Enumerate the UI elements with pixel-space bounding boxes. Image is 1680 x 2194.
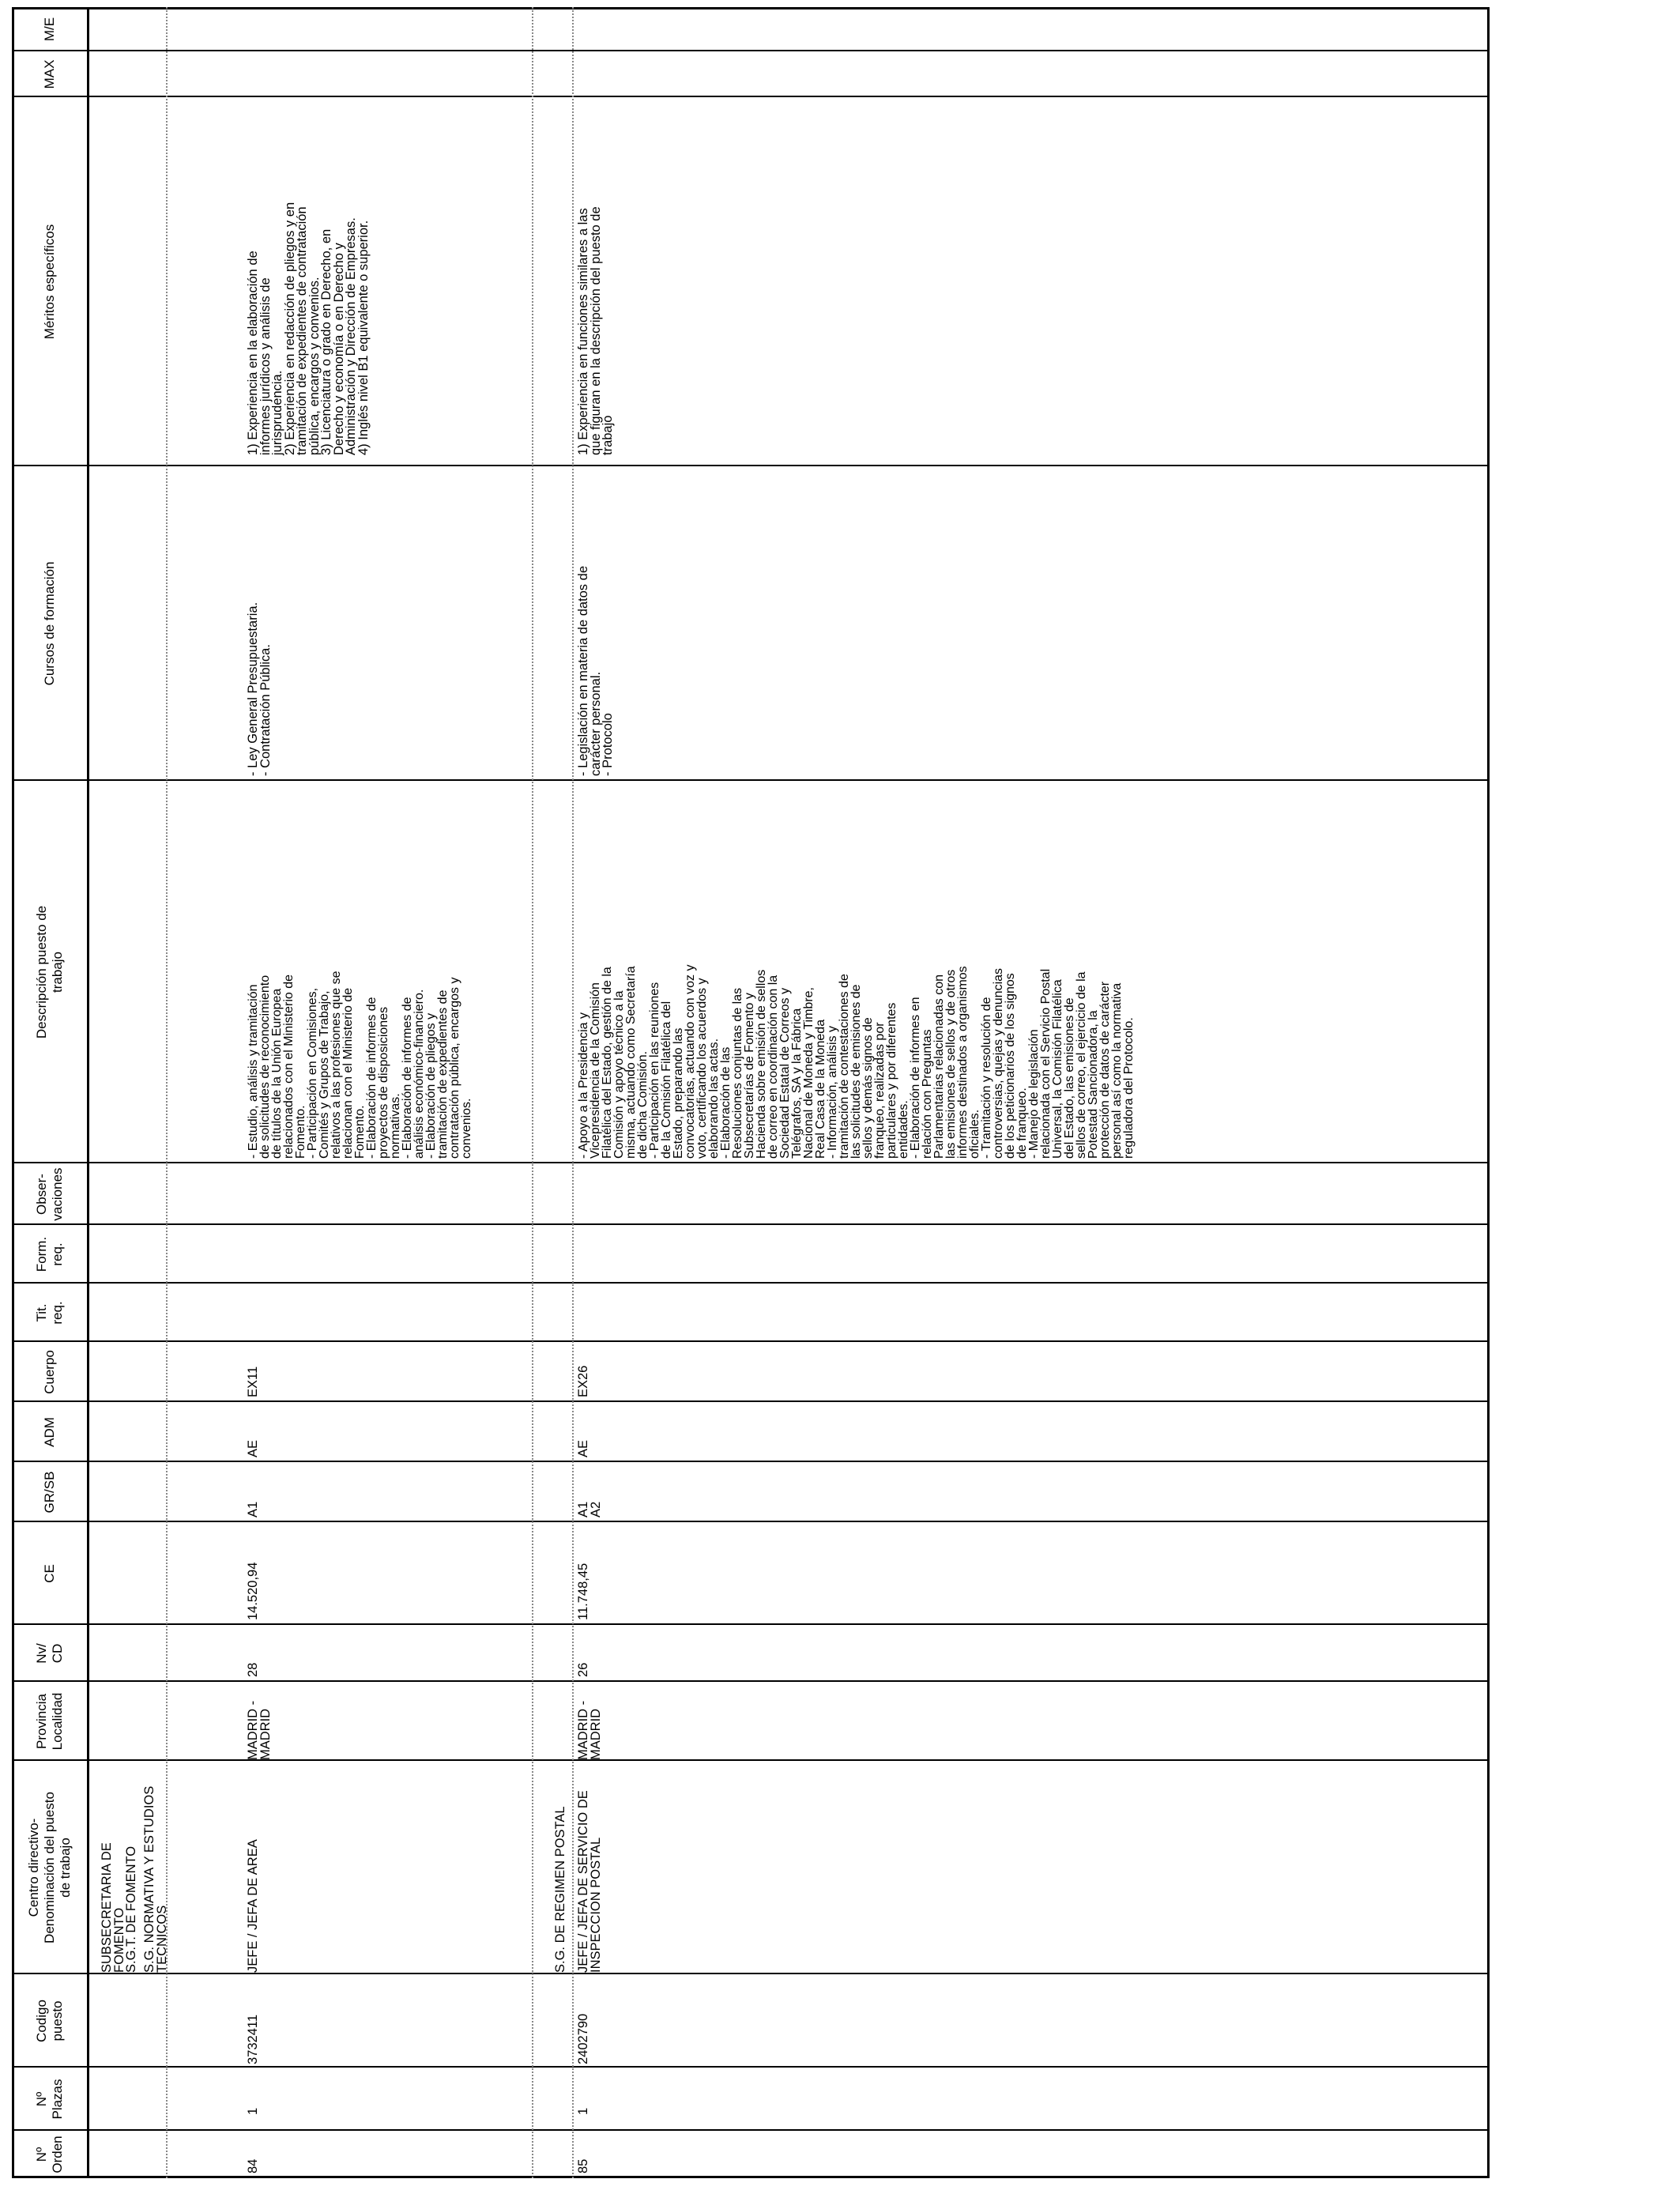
header-max: MAX <box>41 59 57 89</box>
header-observ: Obser- vaciones <box>33 1167 65 1221</box>
positions-table <box>12 7 1490 2178</box>
row-84-adm: AE <box>246 1439 260 1457</box>
header-centro: Centro directivo- Denominación del puesto de trabajo <box>25 1792 73 1943</box>
header-nivel: Nv/ CD <box>33 1643 65 1664</box>
row-85-provincia: MADRID - MADRID <box>576 1700 603 1760</box>
header-orden: Nº Orden <box>33 2136 65 2173</box>
header-meritos: Méritos específicos <box>41 224 57 340</box>
header-tit: Tit. req. <box>33 1301 65 1325</box>
header-provincia: Provincia Localidad <box>33 1692 65 1751</box>
row-84-ce: 14.520,94 <box>246 1562 260 1620</box>
row-84-descripcion: - Estudio, análisis y tramitación de solicitudes de reconocimiento de títulos de la Unión Europea relacionados con el Ministerio de Fomento. - Participación en Comisiones, Comités y Grupos de Trabajo, relativos a las profesiones que se relacionan con el Ministerio de Fomento. - Elaboración de informes de proyectos de disposiciones normativas. - Elaboración de informes de análisis económico-financiero. - Elaboración de pliegos y tramitación de expedientes de contratación pública, encargos y convenios. <box>247 971 473 1159</box>
header-descripcion: Descripción puesto de trabajo <box>33 905 65 1039</box>
header-plazas: Nº Plazas <box>33 2079 65 2120</box>
header-codigo: Codigo puesto <box>33 2000 65 2042</box>
header-separator <box>87 7 89 2178</box>
row-85-plazas: 1 <box>576 2107 590 2115</box>
row-85-nivel: 26 <box>576 1662 590 1677</box>
row-84-provincia: MADRID - MADRID <box>246 1700 273 1760</box>
header-me: M/E <box>41 17 57 42</box>
row-84-cursos: - Ley General Presupuestaria. - Contratación Pública. <box>246 601 273 776</box>
header-ce: CE <box>41 1564 57 1583</box>
header-grsb: GR/SB <box>41 1471 57 1514</box>
header-adm: ADM <box>41 1417 57 1447</box>
group2-subunit: S.G. DE REGIMEN POSTAL <box>553 1806 567 1973</box>
row-85-codigo: 2402790 <box>576 2013 590 2064</box>
row-85-adm: AE <box>576 1439 590 1457</box>
header-cursos: Cursos de formación <box>41 561 57 686</box>
row-84-puesto: JEFE / JEFA DE AREA <box>246 1839 260 1973</box>
row-84-grsb: A1 <box>246 1501 260 1517</box>
row-84-meritos: 1) Experiencia en la elaboración de informes jurídicos y análisis de jurisprudencia. 2) Experiencia en redacción de pliegos y en tramitación de expedientes de contratación pública, encargos y convenios. 3) Licenciatura o grado en Derecho, en Derecho y economía o en Derecho y Administración y Dirección de Empresas. 4) Inglés nivel B1 equivalente o superior. <box>246 202 371 455</box>
header-form: Form. req. <box>33 1236 65 1272</box>
row-84-orden: 84 <box>246 2158 260 2173</box>
row-85-grsb: A1 A2 <box>576 1501 603 1517</box>
row-85-ce: 11.748,45 <box>576 1563 590 1620</box>
group1-centro: SUBSECRETARIA DE FOMENTO S.G.T. DE FOMENTO <box>100 1842 138 1973</box>
group1-subunit: S.G. NORMATIVA Y ESTUDIOS TECNICOS <box>142 1785 169 1973</box>
row-85-descripcion: - Apoyo a la Presidencia y Vicepresidencia de la Comisión Filatélica del Estado, gestión de la Comisión y apoyo técnico a la misma, actuando como Secretaría de dicha Comisión. - Participación en las reuniones de la Comisión Filatélica del Estado, preparando las convocatorias, actuando con voz y voto, certificando los acuerdos y elaborando las actas. - Elaboración de las Resoluciones conjuntas de las Subsecretarías de Fomento y Hacienda sobre emisión de sellos de correo en coordinación con la Sociedad Estatal de Correos y Telégrafos, SA y la Fábrica Nacional de Moneda y Timbre, Real Casa de la Moneda - Información, análisis y tramitación de contestaciones de las solicitudes de emisiones de sellos y demás signos de franqueo, realizadas por particulares y por diferentes entidades. - Elaboración de informes en relación con Preguntas Parlamentarias relacionadas con las emisiones de sellos y de otros informes destinados a organismos oficiales. - Tramitación y resolución de controversias, quejas y denuncias de los peticionarios de los signos de franqueo. - Manejo de legislación relacionada con el Servicio Postal Universal, la Comisión Filatélica del Estado, las emisiones de sellos de correo, el ejercicio de la Potestad Sancionadora, la protección de datos de carácter personal así como la normativa reguladora del Protocolo. <box>577 964 1136 1159</box>
row-84-codigo: 3732411 <box>246 2014 260 2064</box>
row-84-nivel: 28 <box>246 1662 260 1677</box>
row-85-puesto: JEFE / JEFA DE SERVICIO DE INSPECCION POSTAL <box>576 1790 603 1973</box>
row-85-cursos: - Legislación en materia de datos de carácter personal. - Protocolo <box>576 566 615 776</box>
header-cuerpo: Cuerpo <box>41 1350 57 1394</box>
row-84-cuerpo: EX11 <box>246 1366 260 1397</box>
row-85-meritos: 1) Experiencia en funciones similares a las que figuran en la descripción del puesto de trabajo <box>576 206 615 455</box>
row-84-plazas: 1 <box>246 2107 260 2115</box>
row-85-orden: 85 <box>576 2158 590 2173</box>
row-85-cuerpo: EX26 <box>576 1365 590 1397</box>
